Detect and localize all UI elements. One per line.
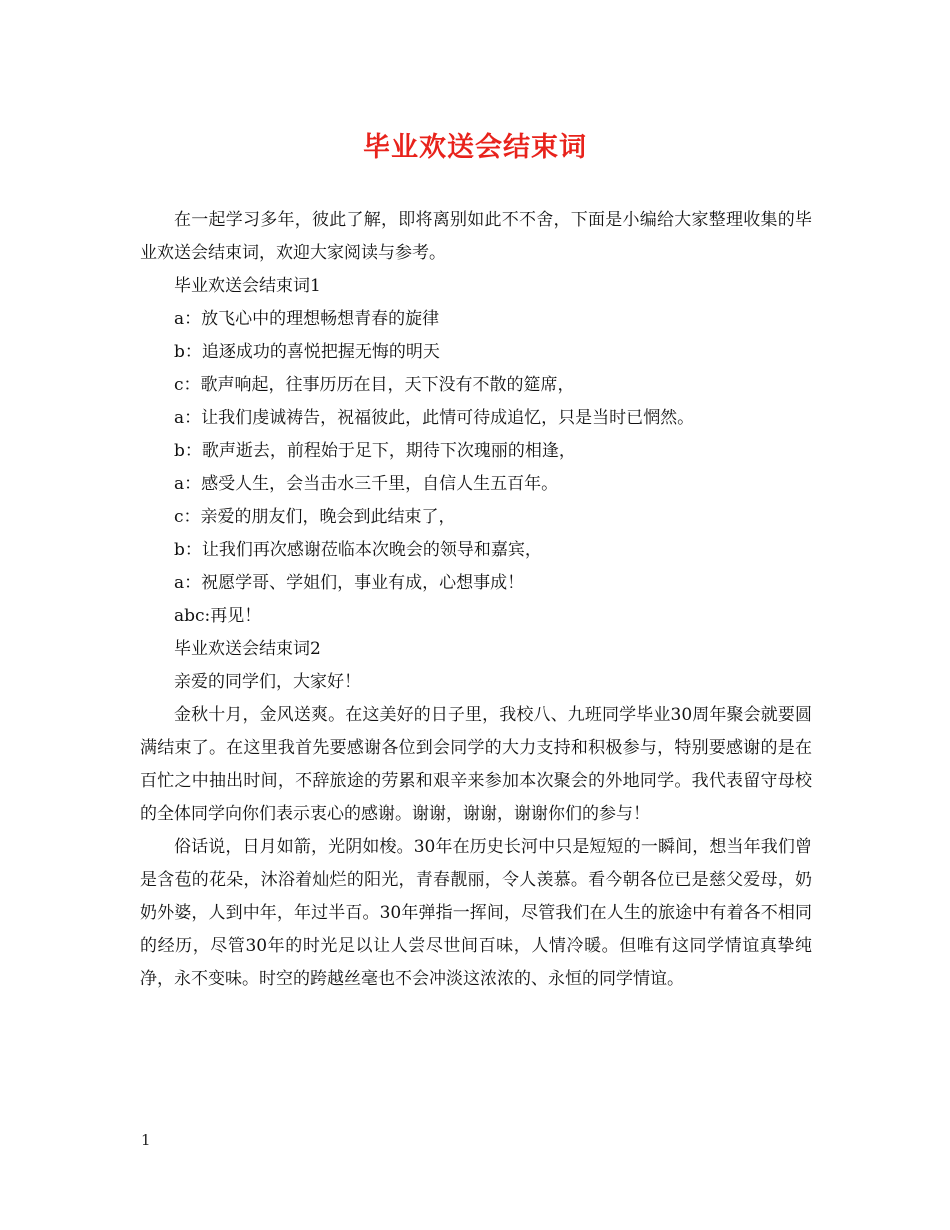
- script-line: a：放飞心中的理想畅想青春的旋律: [174, 309, 440, 329]
- document-title: 毕业欢送会结束词: [363, 132, 587, 163]
- body-paragraph: 金秋十月，金风送爽。在这美好的日子里，我校八、九班同学毕业30周年聚会就要圆满结束了。在这里我首先要感谢各位到会同学的大力支持和积极参与，特别要感谢的是在百忙之中抽出时间，不辞旅途的劳累和艰辛来参加本次聚会的外地同学。我代表留守母校的全体同学向你们表示衷心的感谢。谢谢，谢谢，谢谢你们的参与！: [140, 705, 812, 824]
- greeting-paragraph: 亲爱的同学们，大家好！: [174, 672, 361, 692]
- script-line: b：让我们再次感谢莅临本次晚会的领导和嘉宾，: [174, 540, 542, 560]
- script-line: a：感受人生，会当击水三千里，自信人生五百年。: [174, 474, 559, 494]
- script-line: a：祝愿学哥、学姐们，事业有成，心想事成！: [174, 573, 525, 593]
- page-number: 1: [141, 1131, 151, 1149]
- script-line: a：让我们虔诚祷告，祝福彼此，此情可待成追忆，只是当时已惘然。: [174, 408, 695, 428]
- section-heading-2: 毕业欢送会结束词2: [174, 639, 321, 659]
- script-line: b：歌声逝去，前程始于足下，期待下次瑰丽的相逢，: [174, 441, 576, 461]
- intro-paragraph: 在一起学习多年，彼此了解，即将离别如此不不舍，下面是小编给大家整理收集的毕业欢送会结束词，欢迎大家阅读与参考。: [140, 210, 812, 263]
- script-line: c：歌声响起，往事历历在目，天下没有不散的筵席，: [174, 375, 575, 395]
- document-body: [140, 204, 812, 996]
- script-line: c：亲爱的朋友们，晚会到此结束了，: [174, 507, 456, 527]
- section-heading-1: 毕业欢送会结束词1: [174, 276, 321, 296]
- script-line: abc:再见！: [174, 606, 262, 626]
- script-line: b：追逐成功的喜悦把握无悔的明天: [174, 342, 440, 362]
- body-paragraph: 俗话说，日月如箭，光阴如梭。30年在历史长河中只是短短的一瞬间，想当年我们曾是含苞的花朵，沐浴着灿烂的阳光，青春靓丽，令人羡慕。看今朝各位已是慈父爱母，奶奶外婆，人到中年，年过半百。30年弹指一挥间，尽管我们在人生的旅途中有着各不相同的经历，尽管30年的时光足以让人尝尽世间百味，人情冷暖。但唯有这同学情谊真挚纯净，永不变味。时空的跨越丝毫也不会冲淡这浓浓的、永恒的同学情谊。: [140, 837, 812, 989]
